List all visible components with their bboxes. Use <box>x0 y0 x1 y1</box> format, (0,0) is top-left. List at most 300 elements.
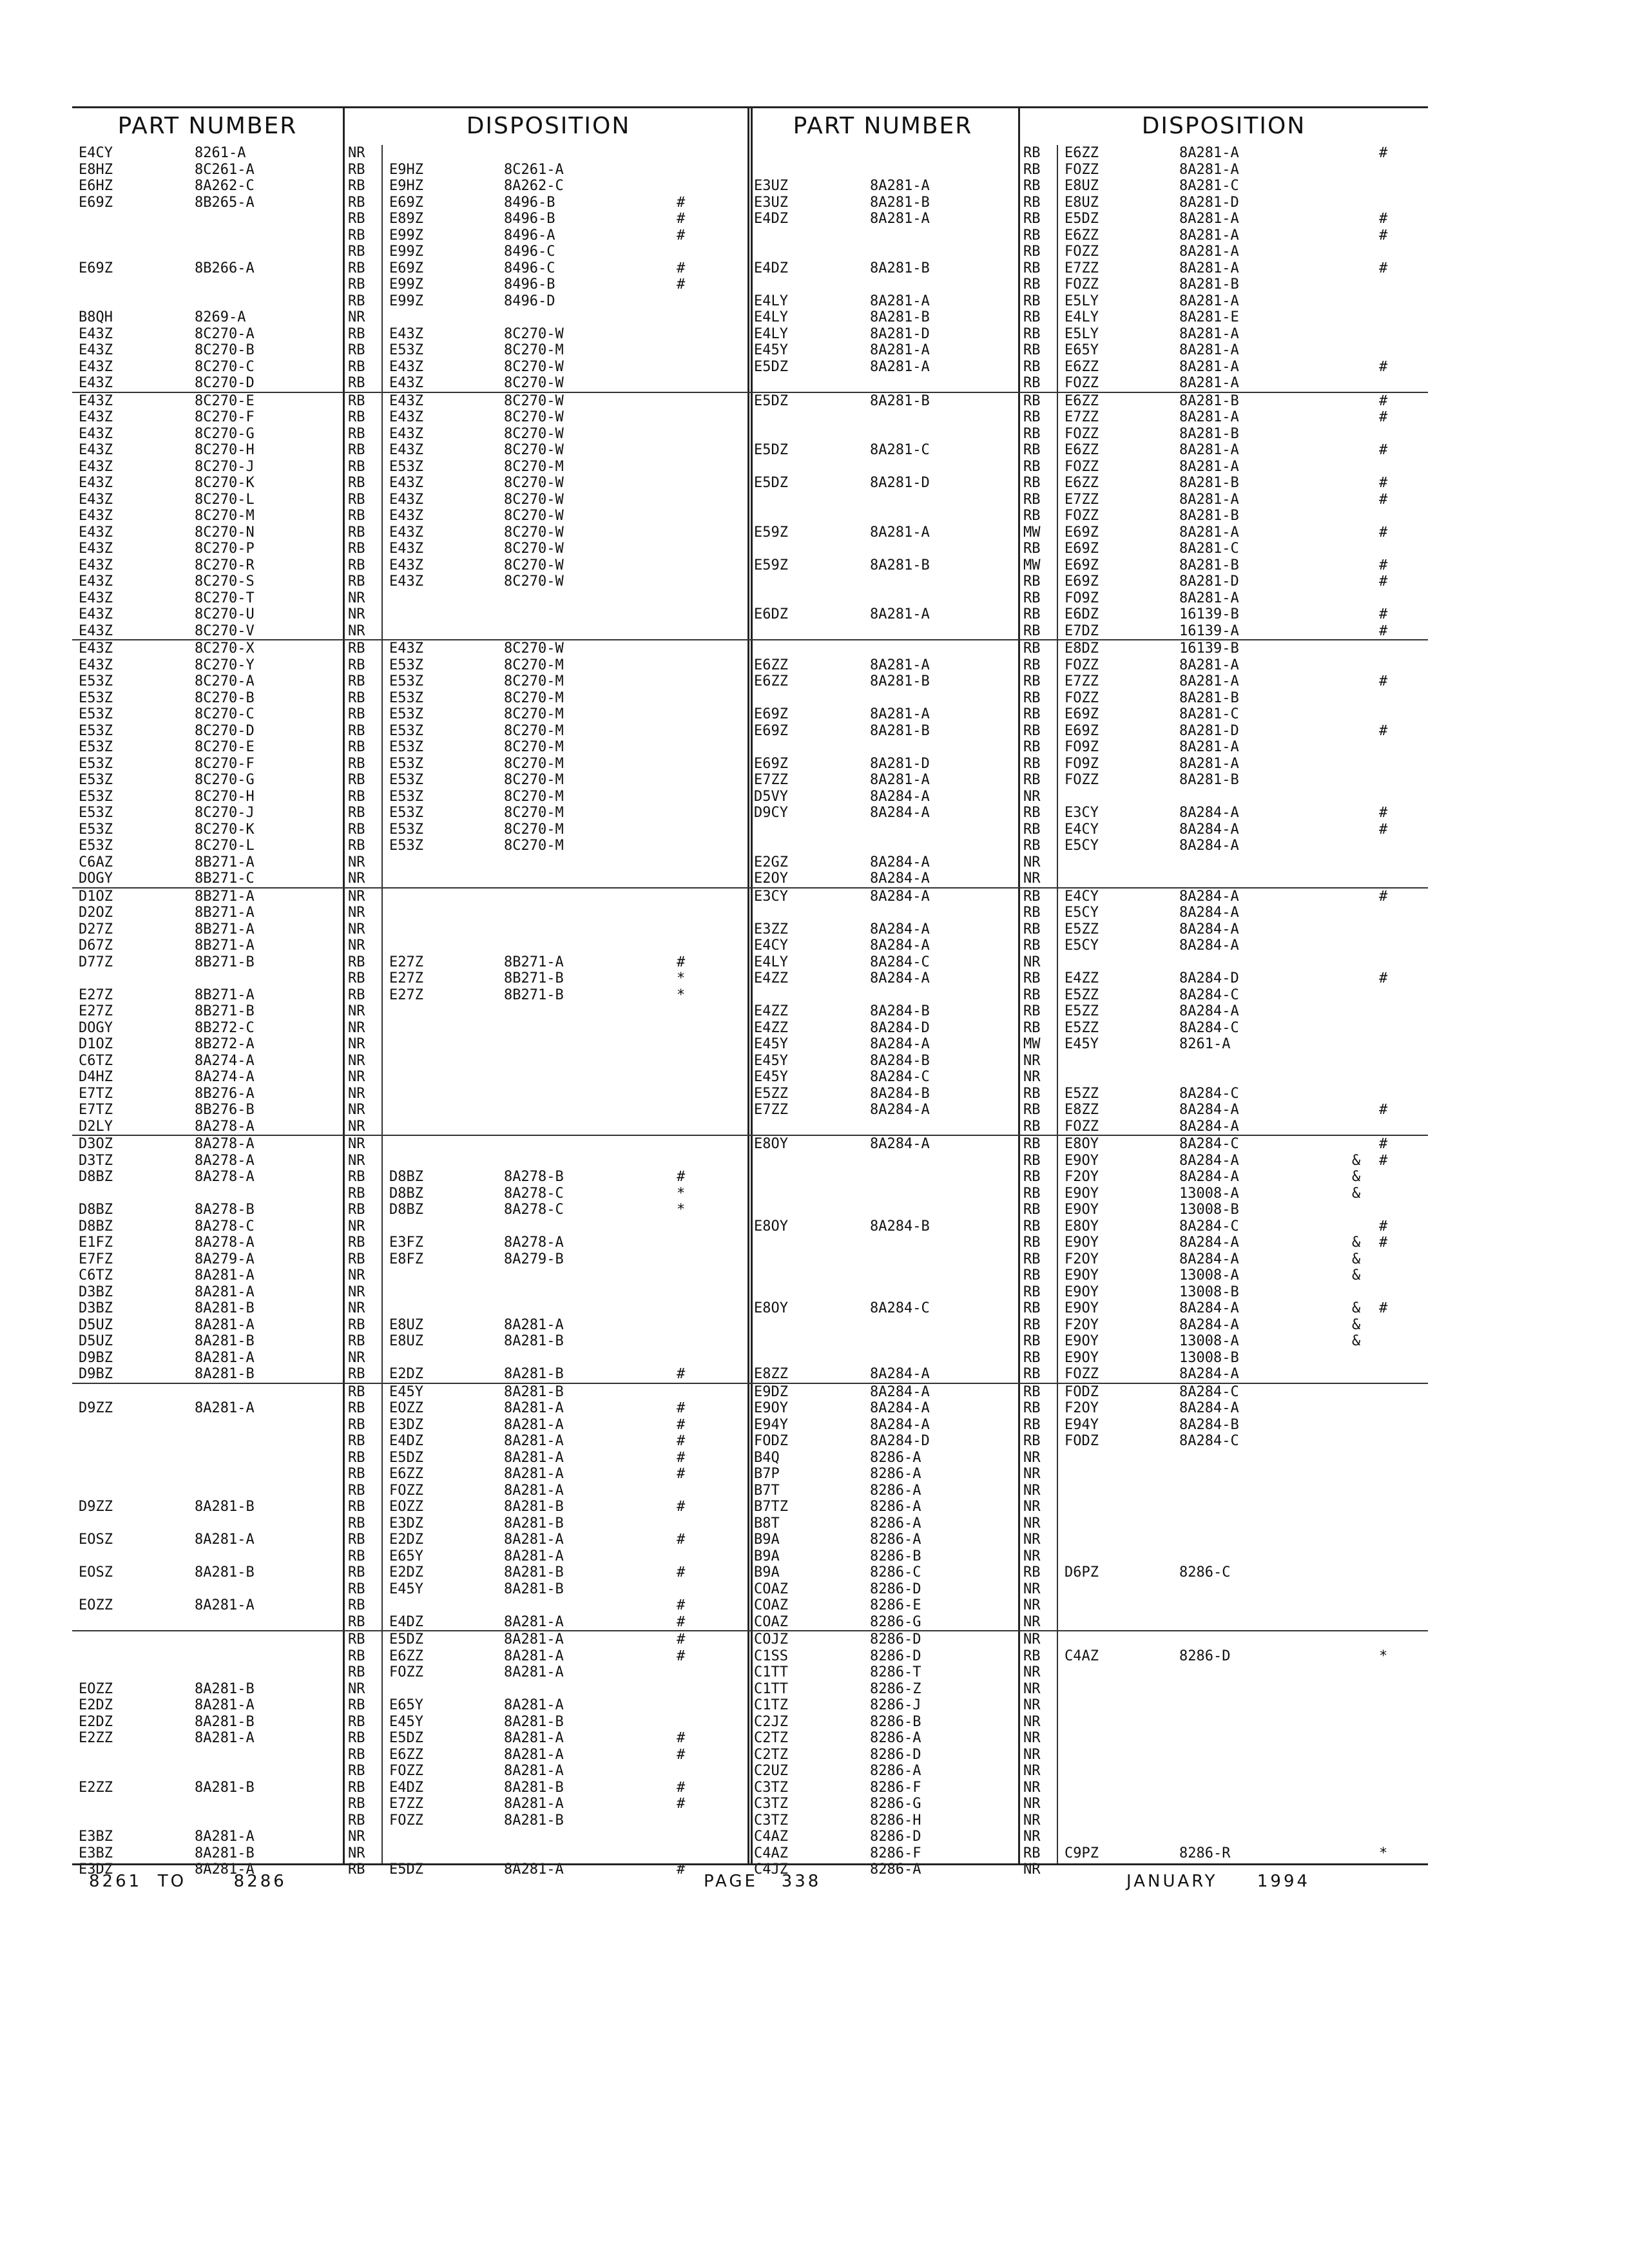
replacement-prefix: E5CY <box>1065 937 1099 954</box>
table-row <box>72 1648 753 1665</box>
table-bottom-rule <box>72 1863 753 1865</box>
flag-1: * <box>677 1185 686 1202</box>
table-row <box>72 1829 753 1845</box>
replacement-prefix: E99Z <box>389 227 423 244</box>
table-row <box>747 640 1428 657</box>
replacement-number: 8A281-A <box>1179 227 1239 244</box>
replacement-number: 8C270-W <box>504 491 564 508</box>
footer-date <box>1126 1872 1310 1891</box>
replacement-prefix: E43Z <box>389 491 423 508</box>
prior-part-prefix: D2OZ <box>79 905 113 921</box>
disposition-code: RB <box>348 1482 365 1499</box>
disposition-code: RB <box>1023 1251 1041 1267</box>
table-row <box>747 342 1428 359</box>
table-row <box>72 1581 753 1598</box>
replacement-prefix: E3DZ <box>389 1416 423 1433</box>
replacement-number: 8A281-A <box>504 1316 564 1333</box>
flag-1: # <box>677 1613 686 1630</box>
replacement-prefix: E8UZ <box>1065 194 1099 211</box>
disposition-code: RB <box>348 491 365 508</box>
replacement-prefix: E8FZ <box>389 1251 423 1267</box>
replacement-prefix: E9OY <box>1065 1283 1099 1300</box>
table-row <box>747 1433 1428 1450</box>
table-row <box>747 1812 1428 1829</box>
prior-part-prefix: E45Y <box>754 342 788 358</box>
table-row <box>72 326 753 343</box>
prior-part-number: 8B272-A <box>195 1036 255 1052</box>
table-row <box>72 1053 753 1070</box>
replacement-number: 8A284-C <box>1179 1383 1239 1400</box>
table-row <box>747 1400 1428 1417</box>
flag-1: # <box>677 1169 686 1185</box>
table-row <box>72 211 753 227</box>
table-row <box>747 937 1428 954</box>
replacement-prefix: E9OY <box>1065 1333 1099 1349</box>
replacement-prefix: E5LY <box>1065 293 1099 309</box>
flag-1: & <box>1352 1152 1361 1169</box>
table-row <box>747 756 1428 773</box>
replacement-number: 8A278-B <box>504 1169 564 1185</box>
prior-part-number: 8286-D <box>870 1631 921 1648</box>
replacement-number: 8A284-A <box>1179 821 1239 838</box>
prior-part-number: 8A278-A <box>195 1136 255 1152</box>
replacement-number: 8A281-A <box>504 1613 564 1630</box>
replacement-number: 13008-A <box>1179 1333 1239 1349</box>
table-row <box>72 1202 753 1218</box>
page-number: 338 <box>781 1872 822 1891</box>
replacement-prefix: E45Y <box>389 1581 423 1597</box>
replacement-prefix: FOZZ <box>1065 276 1099 293</box>
prior-part-number: 8C270-E <box>195 392 255 409</box>
prior-part-prefix: E2OY <box>754 870 788 887</box>
table-row <box>72 623 753 641</box>
flag-1: * <box>677 986 686 1003</box>
prior-part-prefix: E53Z <box>79 788 113 805</box>
prior-part-prefix: E4ZZ <box>754 1019 788 1036</box>
replacement-prefix: E27Z <box>389 986 423 1003</box>
flag-2: # <box>1379 392 1388 409</box>
replacement-prefix: FODZ <box>1065 1433 1099 1449</box>
table-row <box>72 1069 753 1086</box>
prior-part-prefix: E43Z <box>79 475 113 491</box>
prior-part-number: 8A284-A <box>870 1400 930 1416</box>
prior-part-number: 8A281-B <box>870 722 930 739</box>
table-row <box>747 723 1428 740</box>
table-row <box>72 1333 753 1350</box>
replacement-number: 8A281-A <box>504 1532 564 1548</box>
replacement-prefix: E9OY <box>1065 1185 1099 1202</box>
flag-1: # <box>677 1449 686 1466</box>
table-top-rule <box>72 106 753 108</box>
prior-part-number: 8286-C <box>870 1564 921 1581</box>
prior-part-number: 8286-T <box>870 1664 921 1680</box>
replacement-number: 8A281-A <box>504 1631 564 1648</box>
replacement-number: 8A281-B <box>504 1383 564 1400</box>
prior-part-number: 8A284-B <box>870 1085 930 1102</box>
replacement-prefix: E53Z <box>389 458 423 475</box>
prior-part-prefix: E53Z <box>79 739 113 755</box>
table-row <box>72 1780 753 1796</box>
prior-part-prefix: E43Z <box>79 524 113 541</box>
replacement-prefix: D6PZ <box>1065 1564 1099 1581</box>
prior-part-prefix: E5DZ <box>754 442 788 458</box>
replacement-prefix: E6ZZ <box>389 1466 423 1482</box>
disposition-code: RB <box>1023 1433 1041 1449</box>
disposition-code: RB <box>348 788 365 805</box>
disposition-code: RB <box>1023 1185 1041 1202</box>
prior-part-prefix: B8T <box>754 1515 780 1532</box>
replacement-prefix: E7ZZ <box>1065 491 1099 508</box>
table-row <box>747 1483 1428 1499</box>
disposition-code: RB <box>1023 1333 1041 1349</box>
replacement-prefix: E69Z <box>1065 524 1099 541</box>
replacement-prefix: E5DZ <box>389 1449 423 1466</box>
disposition-code: RB <box>348 1613 365 1630</box>
table-row <box>747 359 1428 376</box>
prior-part-number: 8C270-K <box>195 821 255 838</box>
replacement-prefix: E5ZZ <box>1065 921 1099 937</box>
prior-part-prefix: B9A <box>754 1532 780 1548</box>
table-row <box>747 905 1428 921</box>
replacement-number: 8A281-B <box>504 1779 564 1796</box>
prior-part-number: 8C270-D <box>195 722 255 739</box>
prior-part-number: 8A284-A <box>870 1136 930 1152</box>
prior-part-number: 8A284-B <box>870 1052 930 1069</box>
disposition-code: RB <box>348 1648 365 1664</box>
disposition-code: NR <box>348 888 365 905</box>
prior-part-prefix: E4LY <box>754 293 788 309</box>
table-row <box>72 426 753 443</box>
table-row <box>747 145 1428 162</box>
replacement-prefix: E7ZZ <box>1065 409 1099 425</box>
prior-part-prefix: E43Z <box>79 392 113 409</box>
replacement-number: 16139-A <box>1179 622 1239 639</box>
footer-range <box>89 1872 287 1891</box>
table-row <box>747 426 1428 443</box>
prior-part-prefix: DOGY <box>79 870 113 887</box>
replacement-prefix: E9HZ <box>389 178 423 194</box>
table-row <box>747 1581 1428 1598</box>
disposition-code: RB <box>348 276 365 293</box>
replacement-prefix: E43Z <box>389 375 423 391</box>
replacement-prefix: E53Z <box>389 838 423 854</box>
flag-2: # <box>1379 1152 1388 1169</box>
disposition-code: NR <box>348 854 365 870</box>
replacement-number: 8B271-A <box>504 954 564 970</box>
disposition-code: RB <box>1023 1102 1041 1118</box>
replacement-number: 8496-C <box>504 260 555 276</box>
prior-part-prefix: E69Z <box>754 755 788 772</box>
prior-part-number: 8C270-M <box>195 508 255 524</box>
disposition-code: RB <box>1023 838 1041 854</box>
table-row <box>747 838 1428 854</box>
table-row <box>72 805 753 822</box>
prior-part-number: 8C270-J <box>195 458 255 475</box>
disposition-code: NR <box>1023 1581 1041 1597</box>
replacement-number: 8496-D <box>504 293 555 309</box>
replacement-prefix: FOZZ <box>389 1812 423 1829</box>
replacement-prefix: E5ZZ <box>1065 1019 1099 1036</box>
disposition-code: RB <box>348 821 365 838</box>
replacement-number: 13008-B <box>1179 1283 1239 1300</box>
prior-part-number: 8C270-U <box>195 606 255 622</box>
prior-part-number: 8B271-A <box>195 937 255 954</box>
table-row <box>72 870 753 889</box>
prior-part-number: 8C270-D <box>195 375 255 391</box>
flag-1: * <box>677 1202 686 1218</box>
disposition-code: NR <box>348 1300 365 1316</box>
table-row <box>747 889 1428 905</box>
disposition-code: RB <box>1023 458 1041 475</box>
table-row <box>72 1251 753 1268</box>
disposition-code: NR <box>348 1085 365 1102</box>
replacement-number: 8A284-D <box>1179 970 1239 986</box>
replacement-number: 8A281-A <box>504 1746 564 1763</box>
prior-part-prefix: D9ZZ <box>79 1400 113 1416</box>
disposition-code: RB <box>348 1597 365 1613</box>
disposition-code: RB <box>1023 1019 1041 1036</box>
flag-2: * <box>1379 1845 1388 1861</box>
prior-part-prefix: E43Z <box>79 622 113 639</box>
replacement-number: 8A284-C <box>1179 1218 1239 1235</box>
table-row <box>747 1417 1428 1434</box>
table-row <box>747 557 1428 574</box>
replacement-prefix: E8UZ <box>1065 178 1099 194</box>
flag-2: # <box>1379 622 1388 639</box>
prior-part-prefix: E3UZ <box>754 178 788 194</box>
replacement-prefix: FOZZ <box>1065 772 1099 788</box>
disposition-code: RB <box>348 838 365 854</box>
prior-part-prefix: E8OY <box>754 1300 788 1316</box>
prior-part-number: 8A281-B <box>870 557 930 573</box>
prior-part-prefix: D8BZ <box>79 1202 113 1218</box>
replacement-prefix: E43Z <box>389 325 423 342</box>
flag-2: # <box>1379 260 1388 276</box>
replacement-prefix: E5ZZ <box>1065 986 1099 1003</box>
disposition-code: RB <box>348 1316 365 1333</box>
replacement-number: 8A281-B <box>1179 689 1239 706</box>
replacement-number: 8A281-A <box>504 1763 564 1779</box>
disposition-code: NR <box>348 1218 365 1235</box>
disposition-code: RB <box>1023 309 1041 325</box>
flag-2: # <box>1379 821 1388 838</box>
prior-part-number: 8A281-A <box>195 1267 255 1283</box>
table-row <box>747 1763 1428 1780</box>
disposition-code: RB <box>1023 491 1041 508</box>
table-row <box>72 442 753 459</box>
prior-part-prefix: E27Z <box>79 986 113 1003</box>
table-row <box>747 739 1428 756</box>
prior-part-number: 8A281-A <box>870 178 930 194</box>
flag-2: # <box>1379 145 1388 161</box>
prior-part-prefix: E4DZ <box>754 260 788 276</box>
flag-2: # <box>1379 1102 1388 1118</box>
table-row <box>747 1532 1428 1548</box>
table-row <box>72 723 753 740</box>
table-row <box>72 954 753 971</box>
disposition-code: RB <box>348 1185 365 1202</box>
replacement-prefix: EOZZ <box>389 1499 423 1515</box>
replacement-number: 8A281-A <box>1179 673 1239 689</box>
prior-part-number: 8A281-A <box>870 293 930 309</box>
replacement-number: 8A281-A <box>1179 458 1239 475</box>
replacement-prefix: E65Y <box>389 1697 423 1713</box>
prior-part-prefix: E53Z <box>79 821 113 838</box>
replacement-number: 8B271-B <box>504 986 564 1003</box>
disposition-code: NR <box>1023 954 1041 970</box>
replacement-number: 8C270-W <box>504 409 564 425</box>
prior-part-prefix: B4Q <box>754 1449 780 1466</box>
table-row <box>72 1186 753 1202</box>
replacement-prefix: E43Z <box>389 541 423 557</box>
prior-part-prefix: E3BZ <box>79 1829 113 1845</box>
prior-part-prefix: E8OY <box>754 1218 788 1235</box>
disposition-code: RB <box>1023 905 1041 921</box>
page-label: PAGE <box>704 1872 758 1891</box>
table-bottom-rule <box>747 1863 1428 1865</box>
replacement-prefix: E9HZ <box>389 161 423 178</box>
table-row <box>747 987 1428 1004</box>
prior-part-number: 8261-A <box>195 145 246 161</box>
replacement-number: 8A281-A <box>1179 590 1239 606</box>
prior-part-number: 8B271-C <box>195 870 255 887</box>
disposition-code: RB <box>1023 590 1041 606</box>
prior-part-number: 8A281-A <box>195 1349 255 1366</box>
prior-part-prefix: B9A <box>754 1564 780 1581</box>
replacement-prefix: E27Z <box>389 954 423 970</box>
table-row <box>72 375 753 393</box>
disposition-code: RB <box>1023 1349 1041 1366</box>
replacement-prefix: FOZZ <box>1065 657 1099 673</box>
prior-part-prefix: C2TZ <box>754 1746 788 1763</box>
disposition-code: RB <box>348 1861 365 1878</box>
disposition-code: NR <box>1023 1730 1041 1746</box>
table-row <box>747 690 1428 707</box>
replacement-number: 8A281-A <box>504 1664 564 1680</box>
disposition-code: RB <box>348 722 365 739</box>
table-row <box>747 1317 1428 1334</box>
table-row <box>72 459 753 476</box>
replacement-prefix: E43Z <box>389 442 423 458</box>
prior-part-number: 8A278-A <box>195 1152 255 1169</box>
disposition-code: NR <box>1023 1779 1041 1796</box>
disposition-code: RB <box>348 1449 365 1466</box>
prior-part-number: 8286-D <box>870 1746 921 1763</box>
table-row <box>72 492 753 508</box>
prior-part-prefix: E9OY <box>754 1400 788 1416</box>
flag-2: # <box>1379 1235 1388 1251</box>
table-row <box>747 573 1428 590</box>
prior-part-number: 8A279-A <box>195 1251 255 1267</box>
replacement-number: 8A281-B <box>1179 425 1239 442</box>
table-row <box>747 1664 1428 1681</box>
prior-part-prefix: E4CY <box>79 145 113 161</box>
replacement-number: 8A281-A <box>1179 358 1239 375</box>
prior-part-prefix: E8ZZ <box>754 1366 788 1382</box>
disposition-code: RB <box>1023 821 1041 838</box>
prior-part-prefix: C6AZ <box>79 854 113 870</box>
replacement-number: 8A281-A <box>1179 244 1239 260</box>
table-row <box>72 1483 753 1499</box>
prior-part-prefix: E2GZ <box>754 854 788 870</box>
replacement-prefix: E53Z <box>389 739 423 755</box>
prior-part-prefix: E27Z <box>79 1003 113 1019</box>
prior-part-prefix: C2UZ <box>754 1763 788 1779</box>
disposition-code: NR <box>1023 854 1041 870</box>
prior-part-number: 8A284-A <box>870 1366 930 1382</box>
prior-part-number: 8A281-A <box>870 606 930 622</box>
disposition-code: RB <box>1023 244 1041 260</box>
flag-1: # <box>677 1532 686 1548</box>
prior-part-number: 8A284-A <box>870 1036 930 1052</box>
table-row <box>747 524 1428 541</box>
replacement-prefix: E9OY <box>1065 1202 1099 1218</box>
flag-1: & <box>1352 1185 1361 1202</box>
prior-part-number: 8A281-A <box>195 1697 255 1713</box>
table-row <box>747 293 1428 310</box>
replacement-number: 8A281-D <box>1179 573 1239 590</box>
disposition-code: RB <box>348 1383 365 1400</box>
table-row <box>747 393 1428 410</box>
prior-part-prefix: C3TZ <box>754 1779 788 1796</box>
replacement-prefix: FOZZ <box>1065 375 1099 391</box>
disposition-code: NR <box>1023 1515 1041 1532</box>
table-row <box>72 854 753 871</box>
prior-part-number: 8A281-A <box>195 1400 255 1416</box>
prior-part-prefix: B8QH <box>79 309 113 325</box>
disposition-code: RB <box>1023 425 1041 442</box>
disposition-code: RB <box>1023 1300 1041 1316</box>
table-row <box>72 1499 753 1515</box>
prior-part-number: 8286-A <box>870 1482 921 1499</box>
prior-part-prefix: C1TT <box>754 1664 788 1680</box>
table-row <box>747 1466 1428 1483</box>
replacement-number: 8496-B <box>504 211 555 227</box>
prior-part-number: 8A284-D <box>870 1019 930 1036</box>
replacement-prefix: E53Z <box>389 772 423 788</box>
prior-part-number: 8286-A <box>870 1763 921 1779</box>
table-row <box>747 1284 1428 1301</box>
replacement-prefix: E6DZ <box>1065 606 1099 622</box>
table-row <box>747 870 1428 889</box>
replacement-number: 8A284-A <box>1179 1400 1239 1416</box>
replacement-number: 8C270-M <box>504 821 564 838</box>
prior-part-number: 8A274-A <box>195 1069 255 1085</box>
prior-part-number: 8A284-A <box>870 1383 930 1400</box>
replacement-prefix: E43Z <box>389 508 423 524</box>
prior-part-number: 8C270-B <box>195 342 255 358</box>
disposition-code: RB <box>1023 1169 1041 1185</box>
table-row <box>72 838 753 854</box>
replacement-number: 13008-A <box>1179 1185 1239 1202</box>
prior-part-number: 8A284-A <box>870 788 930 805</box>
replacement-number: 8A281-E <box>1179 309 1239 325</box>
prior-part-number: 8286-H <box>870 1812 921 1829</box>
prior-part-number: 8C270-A <box>195 673 255 689</box>
table-row <box>72 1020 753 1037</box>
disposition-code: RB <box>1023 409 1041 425</box>
replacement-prefix: E65Y <box>389 1548 423 1564</box>
replacement-number: 8A281-B <box>504 1499 564 1515</box>
replacement-prefix: E69Z <box>389 194 423 211</box>
table-row <box>747 1251 1428 1268</box>
table-row <box>747 1086 1428 1102</box>
table-row <box>72 706 753 723</box>
prior-part-number: 8C270-G <box>195 425 255 442</box>
replacement-number: 8C270-W <box>504 475 564 491</box>
replacement-number: 8C270-M <box>504 739 564 755</box>
prior-part-prefix: D3BZ <box>79 1300 113 1316</box>
